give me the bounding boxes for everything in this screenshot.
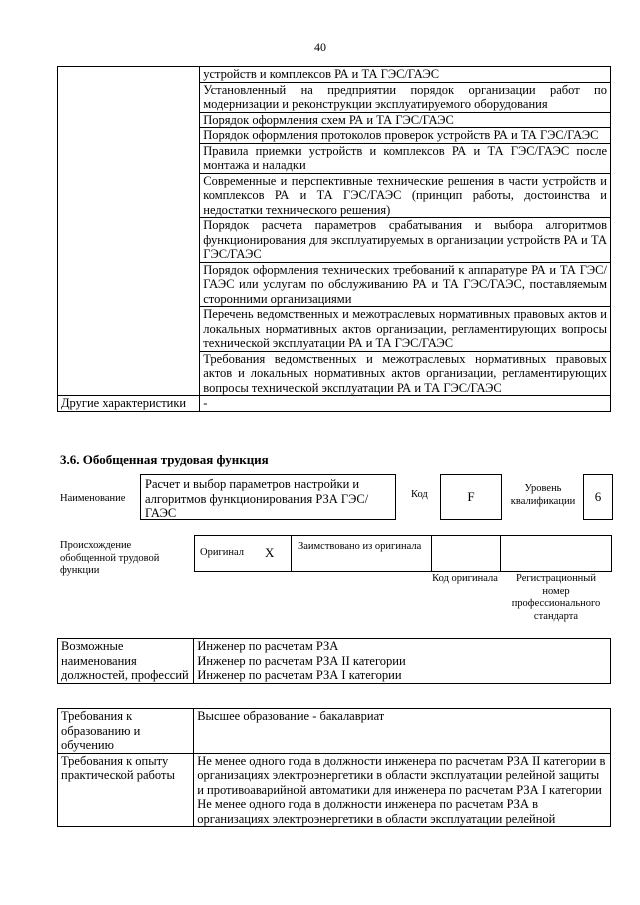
requirements-table bbox=[57, 708, 611, 827]
position-item: Инженер по расчетам РЗА II категории bbox=[197, 653, 406, 668]
code-box: F bbox=[440, 474, 502, 520]
positions-label: Возможные наименования должностей, профессий bbox=[58, 639, 194, 684]
experience-text: Не менее одного года в должности инженера по расчетам РЗА II категории в организациях электроэнергетики в области эксплуатации релейной защиты и противоаварийной автоматики для инженера по расчетам РЗА I категории bbox=[197, 753, 606, 797]
table-cell: Перечень ведомственных и межотраслевых нормативных правовых актов и локальных нормативных актов организации, регламентирующих вопросы технической эксплуатации РА и ТА ГЭС/ГАЭС bbox=[200, 307, 611, 352]
table-row bbox=[58, 753, 611, 827]
table-row bbox=[58, 639, 611, 684]
borrowed-label: Заимствовано из оригинала bbox=[298, 541, 422, 552]
table-row bbox=[58, 396, 611, 412]
experience-label: Требования к опыту практической работы bbox=[58, 753, 194, 827]
name-label: Наименование bbox=[60, 493, 126, 504]
code-label: Код bbox=[411, 489, 428, 500]
positions-list bbox=[194, 639, 611, 684]
original-label: Оригинал bbox=[200, 547, 244, 558]
section-title: 3.6. Обобщенная трудовая функция bbox=[60, 452, 269, 467]
original-mark: X bbox=[265, 545, 275, 560]
function-name-box: Расчет и выбор параметров настройки и алгоритмов функционирования РЗА ГЭС/ГАЭС bbox=[140, 474, 396, 520]
position-item: Инженер по расчетам РЗА I категории bbox=[197, 668, 402, 682]
table-row bbox=[58, 67, 611, 83]
knowledge-table bbox=[57, 66, 611, 412]
level-box: 6 bbox=[583, 474, 613, 520]
positions-table bbox=[57, 638, 611, 684]
empty-label-cell bbox=[58, 67, 200, 396]
divider bbox=[291, 536, 292, 571]
experience-value bbox=[194, 753, 611, 827]
table-cell: Порядок оформления протоколов проверок устройств РА и ТА ГЭС/ГАЭС bbox=[200, 128, 611, 144]
divider bbox=[500, 536, 501, 571]
table-cell: Порядок оформления технических требований к аппаратуре РА и ТА ГЭС/ГАЭС или услугам по обслуживанию РА и ТА ГЭС/ГАЭС, поставляемым сторонними организациями bbox=[200, 262, 611, 307]
table-row bbox=[58, 709, 611, 754]
position-item: Инженер по расчетам РЗА bbox=[197, 639, 339, 653]
education-label: Требования к образованию и обучению bbox=[58, 709, 194, 754]
other-characteristics-value: - bbox=[200, 396, 611, 412]
table-cell: Порядок расчета параметров срабатывания и выбора алгоритмов функционирования для эксплуатируемых в организации устройств РА и ТА ГЭС/ГАЭС bbox=[200, 218, 611, 263]
table-cell: Современные и перспективные технические решения в части устройств и комплексов РА и ТА ГЭС/ГАЭС (принцип работы, достоинства и недостатки технического решения) bbox=[200, 173, 611, 218]
level-label: Уровень квалификации bbox=[510, 483, 576, 507]
code-original-caption: Код оригинала bbox=[432, 573, 498, 584]
table-cell: Порядок оформления схем РА и ТА ГЭС/ГАЭС bbox=[200, 112, 611, 128]
table-cell: Требования ведомственных и межотраслевых нормативных правовых актов и локальных нормативных актов организации, регламентирующих вопросы технической эксплуатации РА и ТА ГЭС/ГАЭС bbox=[200, 351, 611, 396]
origin-label: Происхождение обобщенной трудовой функции bbox=[60, 540, 160, 576]
origin-box bbox=[194, 535, 612, 572]
page-number: 40 bbox=[314, 40, 326, 54]
table-cell: устройств и комплексов РА и ТА ГЭС/ГАЭС bbox=[200, 67, 611, 83]
table-cell: Установленный на предприятии порядок организации работ по модернизации и реконструкции эксплуатируемого оборудования bbox=[200, 82, 611, 112]
experience-text: Не менее одного года в должности инженера по расчетам РЗА в организациях электроэнергетики в области эксплуатации релейной bbox=[197, 797, 556, 826]
divider bbox=[431, 536, 432, 571]
education-value: Высшее образование - бакалавриат bbox=[194, 709, 611, 754]
other-characteristics-label: Другие характеристики bbox=[58, 396, 200, 412]
reg-number-caption: Регистрационный номер профессионального стандарта bbox=[511, 573, 601, 622]
table-cell: Правила приемки устройств и комплексов РА и ТА ГЭС/ГАЭС после монтажа и наладки bbox=[200, 143, 611, 173]
